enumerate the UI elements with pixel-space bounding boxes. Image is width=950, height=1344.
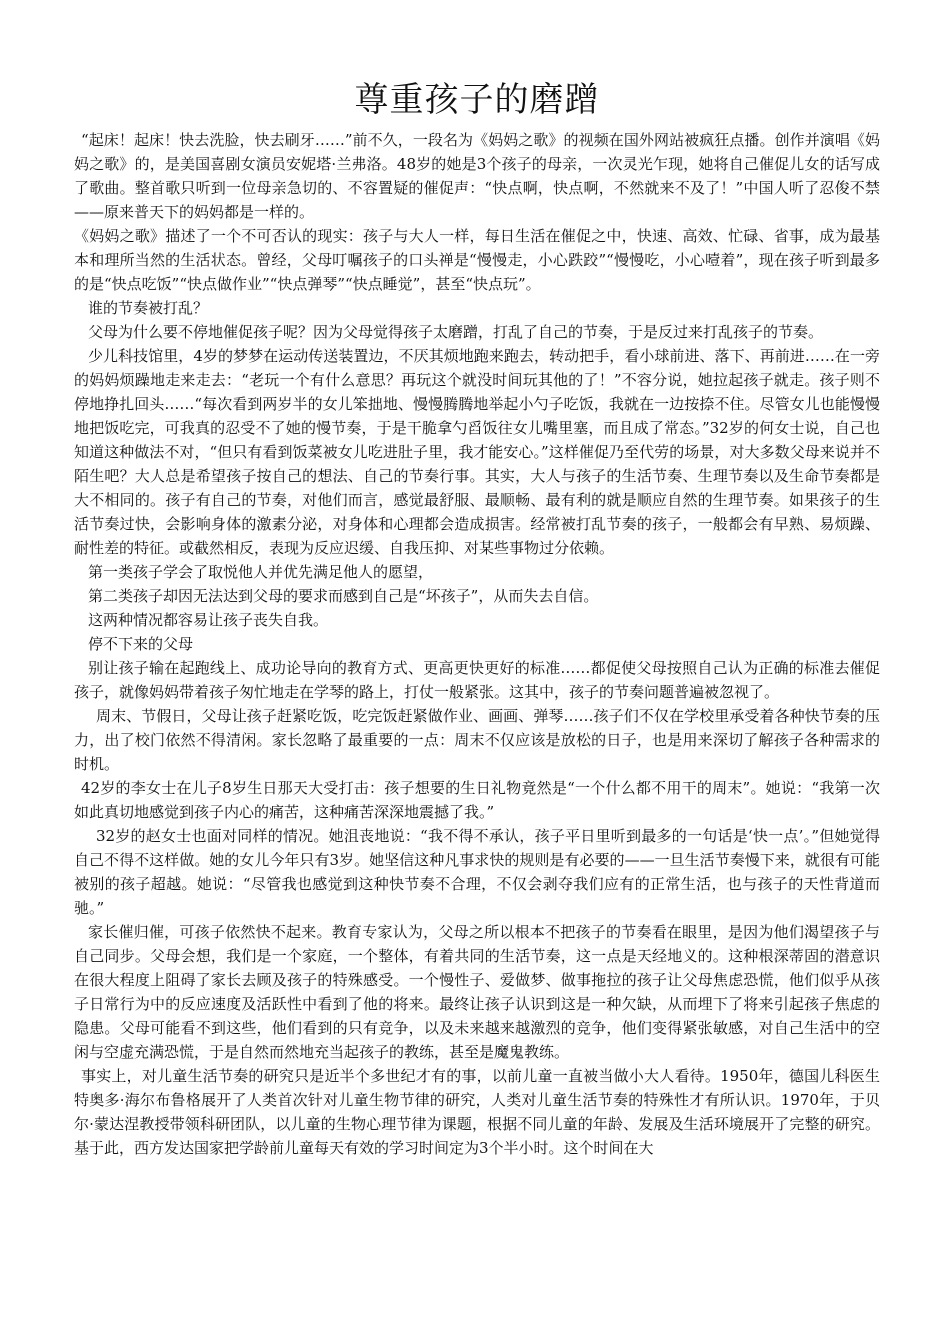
- paragraph-second-type: 第二类孩子却因无法达到父母的要求而感到自己是“坏孩子”，从而失去自信。: [88, 587, 599, 605]
- document-page: [74, 70, 880, 1160]
- document-title: 尊重孩子的磨蹭: [354, 80, 600, 120]
- paragraph-expert: 家长催归催，可孩子依然快不起来。教育专家认为，父母之所以根本不把孩子的节奏看在眼里，是因为他们渴望孩子与自己同步。父母会想，我们是一个家庭，一个整体，有着共同的生活节奏，这一点是天经地义的。这种根深蒂固的潜意识在很大程度上阻碍了家长去顾及孩子的特殊感受。一个慢性子、爱做梦、做事拖拉的孩子让父母焦虑恐慌，他们似乎从孩子日常行为中的反应速度及活跃性中看到了他的将来。最终让孩子认识到这是一种欠缺，从而埋下了将来引起孩子焦虑的隐患。父母可能看不到这些，他们看到的只有竞争，以及未来越来越激烈的竞争，他们变得紧张敏感，对自己生活中的空闲与空虚充满恐慌，于是自然而然地充当起孩子的教练，甚至是魔鬼教练。: [74, 923, 880, 1061]
- paragraph-starting-line: 别让孩子输在起跑线上、成功论导向的教育方式、更高更快更好的标准……都促使父母按照自己认为正确的标准去催促孩子，就像妈妈带着孩子匆忙地走在学琴的路上，打仗一般紧张。这其中，孩子的节奏问题普遍被忽视了。: [74, 659, 880, 701]
- paragraph-first-type: 第一类孩子学会了取悦他人并优先满足他人的愿望，: [88, 563, 434, 581]
- paragraph-lose-self: 这两种情况都容易让孩子丧失自我。: [88, 611, 329, 629]
- section-heading-rhythm: 谁的节奏被打乱？: [88, 299, 209, 317]
- paragraph-weekend: 周末、节假日，父母让孩子赶紧吃饭，吃完饭赶紧做作业、画画、弹琴……孩子们不仅在学校里承受着各种快节奏的压力，出了校门依然不得清闲。家长忽略了最重要的一点：周末不仅应该是放松的日子，也是用来深切了解孩子各种需求的时机。: [74, 707, 880, 773]
- paragraph-intro: “起床！起床！快去洗脸，快去刷牙……”前不久，一段名为《妈妈之歌》的视频在国外网站被疯狂点播。创作并演唱《妈妈之歌》的，是美国喜剧女演员安妮塔·兰弗洛。48岁的她是3个孩子的母亲，一次灵光乍现，她将自己催促儿女的话写成了歌曲。整首歌只听到一位母亲急切的、不容置疑的催促声：“快点啊，快点啊，不然就来不及了！”中国人听了忍俊不禁——原来普天下的妈妈都是一样的。: [74, 131, 880, 221]
- section-heading-parents: 停不下来的父母: [88, 635, 194, 653]
- paragraph-mother-song: 《妈妈之歌》描述了一个不可否认的现实：孩子与大人一样，每日生活在催促之中，快速、高效、忙碌、省事，成为最基本和理所当然的生活状态。曾经，父母叮嘱孩子的口头禅是“慢慢走，小心跌跤”“慢慢吃，小心噎着”，现在孩子听到最多的是“快点吃饭”“快点做作业”“快点弹琴”“快点睡觉”，甚至“快点玩”。: [74, 227, 880, 293]
- paragraph-ms-li: 42岁的李女士在儿子8岁生日那天大受打击：孩子想要的生日礼物竟然是“一个什么都不用干的周末”。她说：“我第一次如此真切地感觉到孩子内心的痛苦，这种痛苦深深地震撼了我。”: [74, 779, 880, 821]
- paragraph-ms-zhao: 32岁的赵女士也面对同样的情况。她沮丧地说：“我不得不承认，孩子平日里听到最多的一句话是‘快一点’。”但她觉得自己不得不这样做。她的女儿今年只有3岁。她坚信这种凡事求快的规则是有必要的——一旦生活节奏慢下来，就很有可能被别的孩子超越。她说：“尽管我也感觉到这种快节奏不合理，不仅会剥夺我们应有的正常生活，也与孩子的天性背道而驰。”: [74, 827, 880, 917]
- paragraph-why-hurry: 父母为什么要不停地催促孩子呢？因为父母觉得孩子太磨蹭，打乱了自己的节奏，于是反过来打乱孩子的节奏。: [88, 323, 824, 341]
- paragraph-science-museum: 少儿科技馆里，4岁的梦梦在运动传送装置边，不厌其烦地跑来跑去，转动把手，看小球前进、落下、再前进……在一旁的妈妈烦躁地走来走去：“老玩一个有什么意思？再玩这个就没时间玩其他的了！”不容分说，她拉起孩子就走。孩子则不停地挣扎回头……“每次看到两岁半的女儿笨拙地、慢慢腾腾地举起小勺子吃饭，我就在一边按捺不住。尽管女儿也能慢慢地把饭吃完，可我真的忍受不了她的慢节奏，于是干脆拿勺舀饭往女儿嘴里塞，而且成了常态。”32岁的何女士说，自己也知道这种做法不对，“但只有看到饭菜被女儿吃进肚子里，我才能安心。”这样催促乃至代劳的场景，对大多数父母来说并不陌生吧？大人总是希望孩子按自己的想法、自己的节奏行事。其实，大人与孩子的生活节奏、生理节奏以及生命节奏都是大不相同的。孩子有自己的节奏，对他们而言，感觉最舒服、最顺畅、最有利的就是顺应自然的生理节奏。如果孩子的生活节奏过快，会影响身体的激素分泌，对身体和心理都会造成损害。经常被打乱节奏的孩子，一般都会有早熟、易烦躁、耐性差的特征。或截然相反，表现为反应迟缓、自我压抑、对某些事物过分依赖。: [74, 347, 880, 557]
- paragraph-research: 事实上，对儿童生活节奏的研究只是近半个多世纪才有的事，以前儿童一直被当做小大人看待。1950年，德国儿科医生特奥多·海尔布鲁格展开了人类首次针对儿童生物节律的研究，人类对儿童生活节奏的特殊性才有所认识。1970年，于贝尔·蒙达涅教授带领科研团队，以儿童的生物心理节律为课题，根据不同儿童的年龄、发展及生活环境展开了完整的研究。基于此，西方发达国家把学龄前儿童每天有效的学习时间定为3个半小时。这个时间在大: [74, 1067, 880, 1157]
